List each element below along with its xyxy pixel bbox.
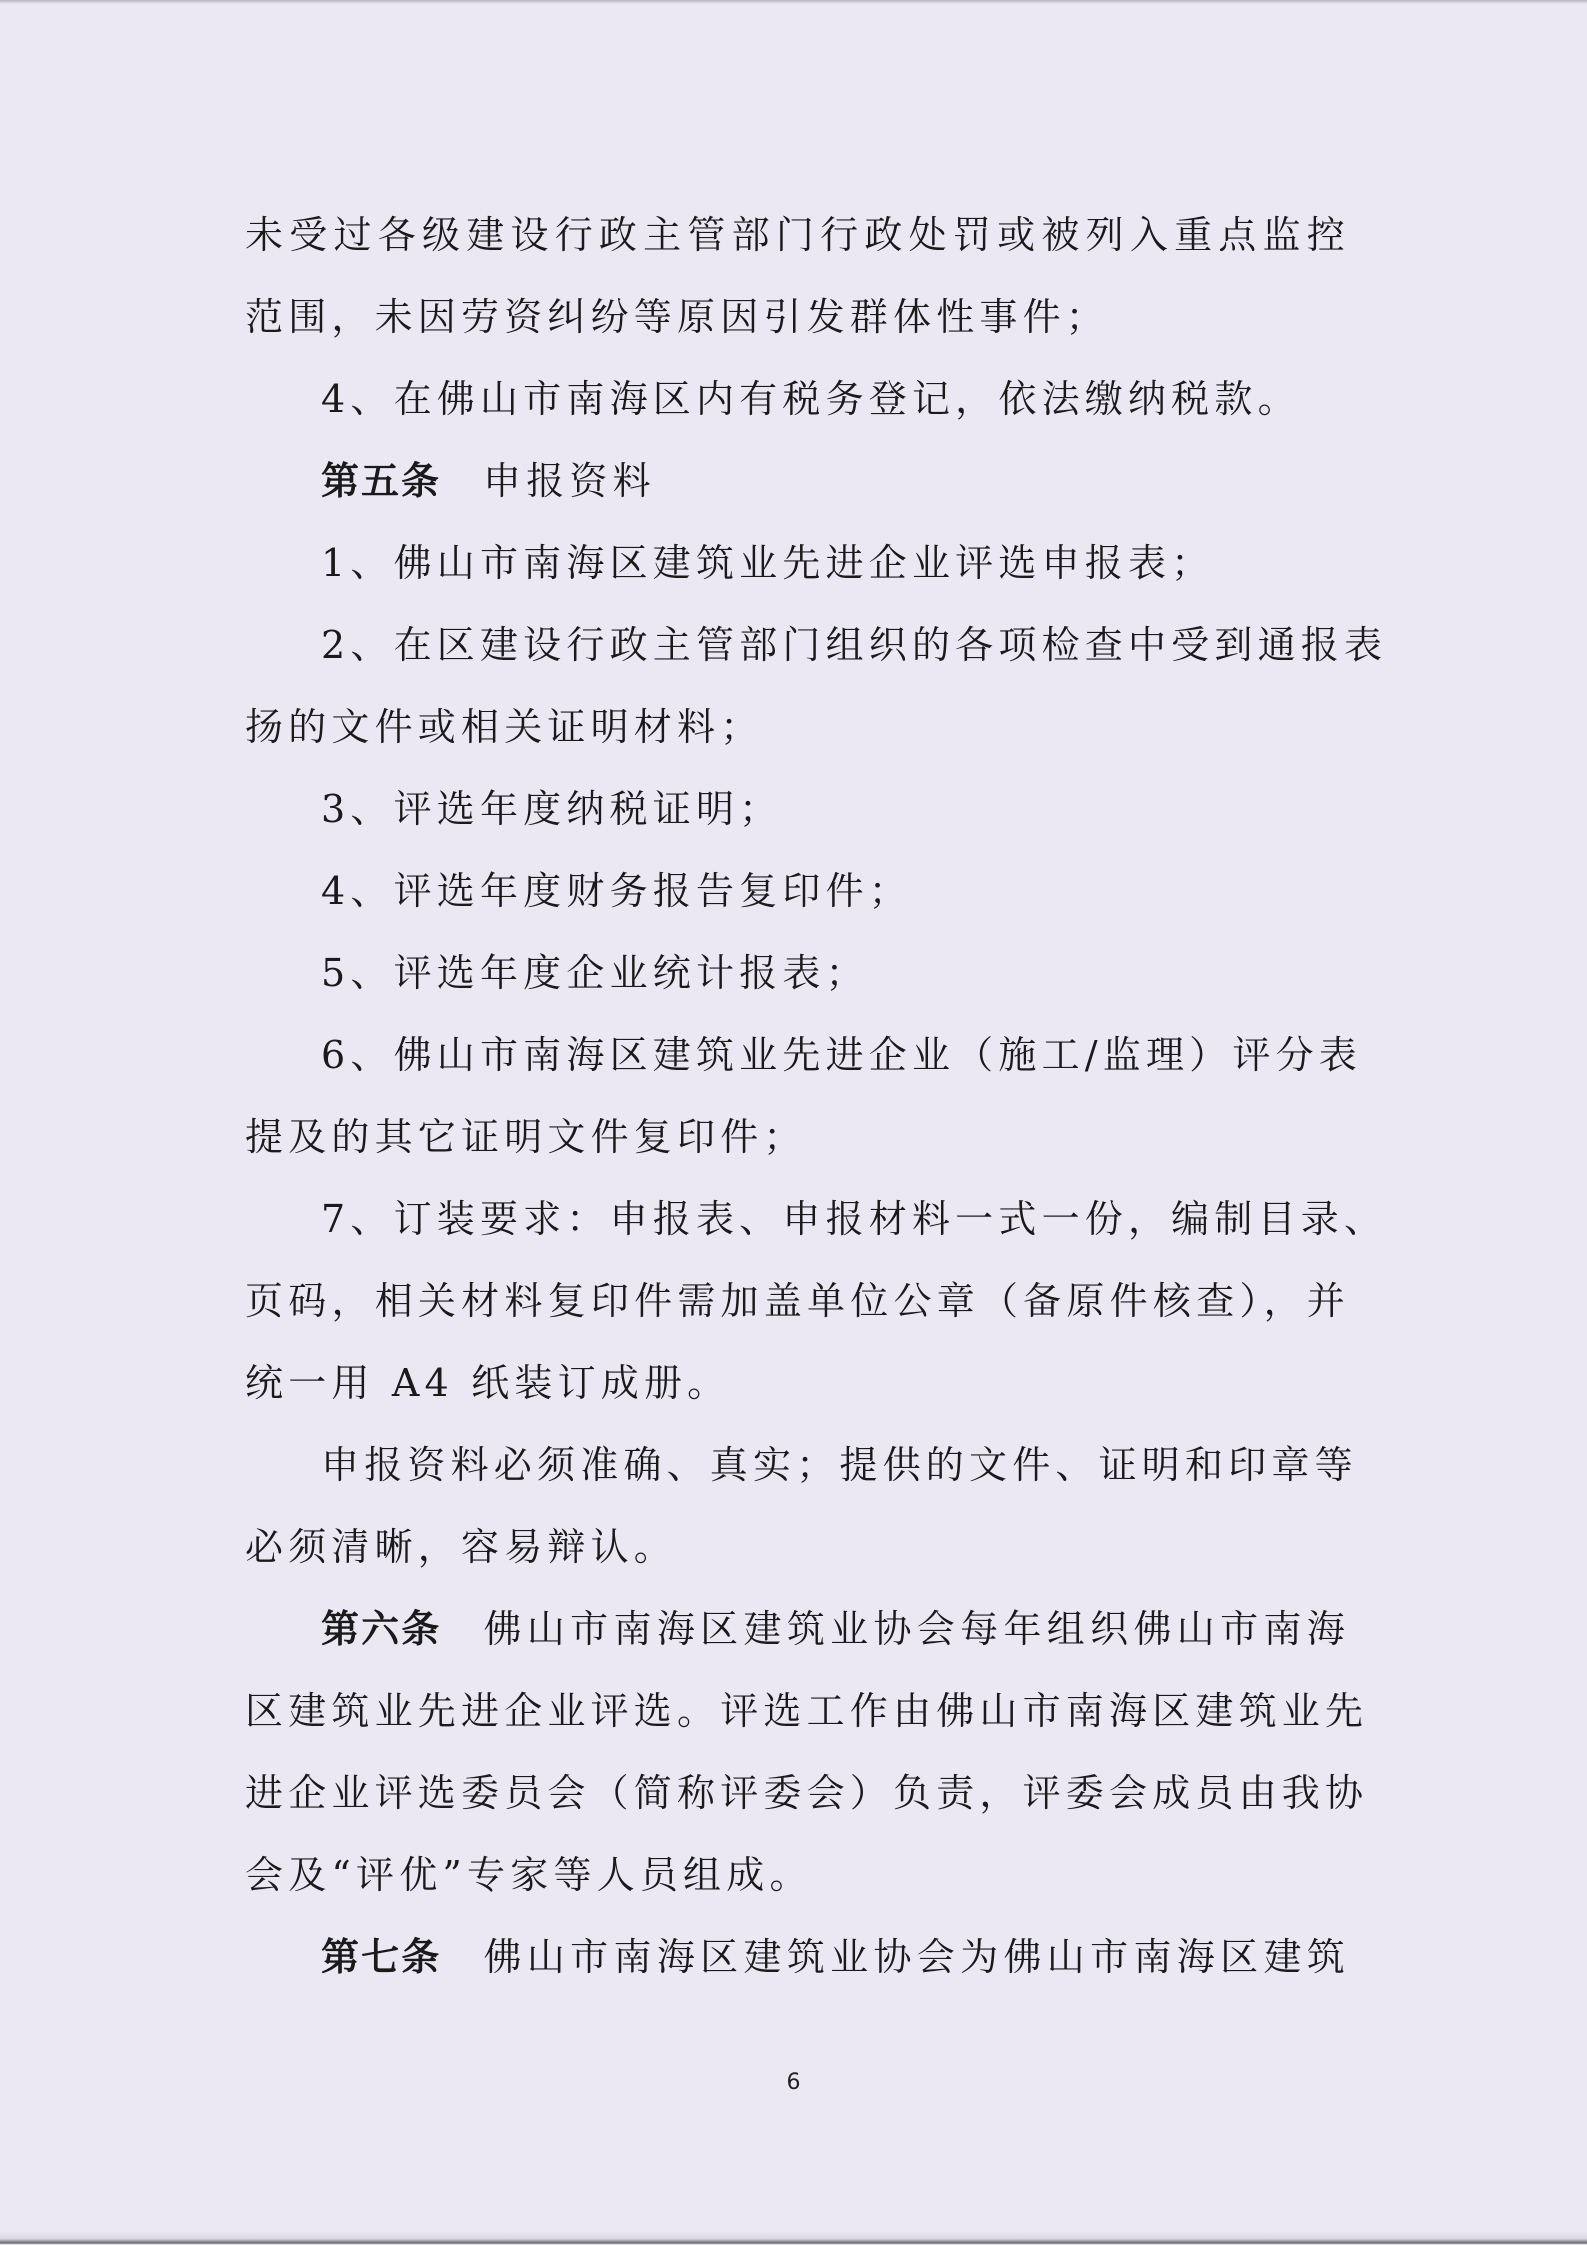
article-title: 申报资料 (483, 459, 656, 503)
article-6-heading-line (321, 1599, 1350, 1659)
list-item: 2、在区建设行政主管部门组织的各项检查中受到通报表 (321, 623, 1388, 667)
article-heading: 第六条 (321, 1607, 442, 1651)
scan-bottom-edge (0, 2231, 1587, 2245)
article-5-heading-line (321, 451, 656, 511)
text-line: 范围，未因劳资纠纷等原因引发群体性事件； (245, 295, 1110, 339)
paragraph-line: 区建筑业先进企业评选。评选工作由佛山市南海区建筑业先 (245, 1689, 1369, 1733)
list-item: 5、评选年度企业统计报表； (321, 951, 869, 995)
article-text: 佛山市南海区建筑业协会为佛山市南海区建筑 (483, 1935, 1350, 1979)
text-line: 未受过各级建设行政主管部门行政处罚或被列入重点监控 (245, 213, 1350, 257)
list-item: 3、评选年度纳税证明； (321, 787, 783, 831)
paragraph-line: 申报资料必须准确、真实；提供的文件、证明和印章等 (321, 1443, 1358, 1487)
text-line: 4、在佛山市南海区内有税务登记，依法缴纳税款。 (321, 377, 1301, 421)
scan-top-edge (0, 0, 1587, 4)
list-item: 1、佛山市南海区建筑业先进企业评选申报表； (321, 541, 1215, 585)
article-heading: 第五条 (321, 459, 442, 503)
list-item-continuation: 提及的其它证明文件复印件； (245, 1115, 807, 1159)
list-item-continuation: 统一用 A4 纸装订成册。 (245, 1361, 731, 1405)
list-item: 4、评选年度财务报告复印件； (321, 869, 912, 913)
list-item-continuation: 扬的文件或相关证明材料； (245, 705, 764, 749)
article-heading: 第七条 (321, 1935, 442, 1979)
article-text: 佛山市南海区建筑业协会每年组织佛山市南海 (483, 1607, 1350, 1651)
list-item-continuation: 页码，相关材料复印件需加盖单位公章（备原件核查），并 (245, 1279, 1350, 1323)
paragraph-line: 进企业评选委员会（简称评委会）负责，评委会成员由我协 (245, 1771, 1369, 1815)
page-number: 6 (786, 2070, 801, 2095)
paragraph-line: 必须清晰，容易辩认。 (245, 1525, 678, 1569)
article-7-heading-line (321, 1927, 1350, 1987)
list-item: 7、订装要求：申报表、申报材料一式一份，编制目录、 (321, 1197, 1388, 1241)
list-item: 6、佛山市南海区建筑业先进企业（施工/监理）评分表 (321, 1033, 1362, 1077)
paragraph-line: 会及“评优”专家等人员组成。 (245, 1853, 813, 1897)
